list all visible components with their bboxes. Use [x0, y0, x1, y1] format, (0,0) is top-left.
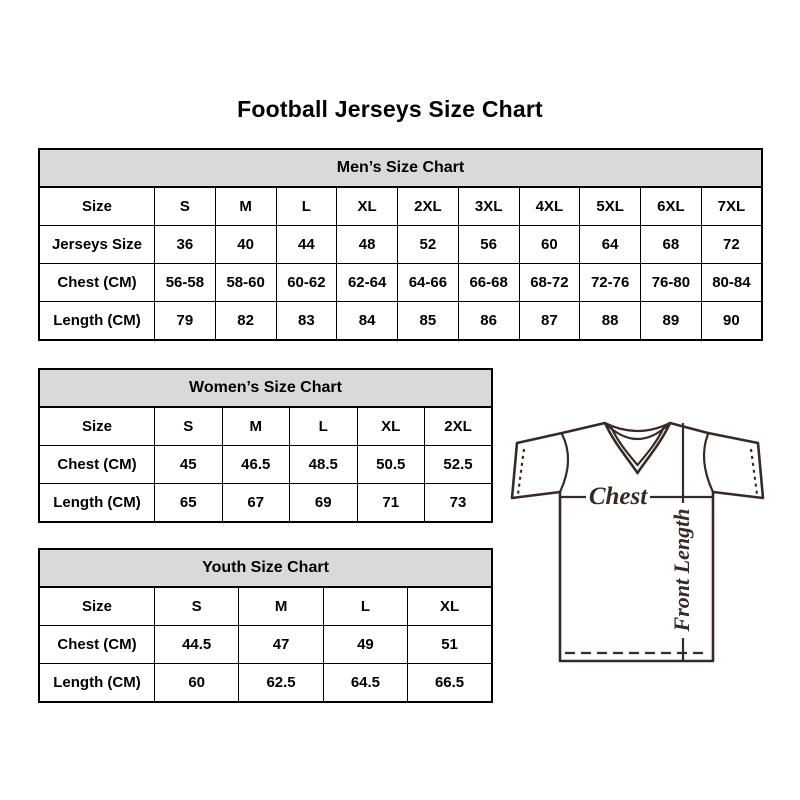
page-title: Football Jerseys Size Chart — [237, 96, 543, 122]
value-cell: S — [155, 407, 223, 446]
row-label-cell: Length (CM) — [39, 664, 155, 703]
value-cell: 48.5 — [290, 446, 358, 484]
mens-table-title: Men’s Size Chart — [38, 148, 763, 188]
row-label-cell: Length (CM) — [39, 302, 155, 341]
value-cell: XL — [337, 187, 398, 226]
value-cell: 46.5 — [222, 446, 290, 484]
value-cell: 67 — [222, 484, 290, 523]
value-cell: 64 — [580, 226, 641, 264]
value-cell: 2XL — [398, 187, 459, 226]
mens-table — [38, 186, 763, 341]
left-sleeve-seam-line — [560, 434, 568, 492]
table-row — [39, 226, 762, 264]
value-cell: 45 — [155, 446, 223, 484]
value-cell: M — [215, 187, 276, 226]
value-cell: 66-68 — [458, 264, 519, 302]
value-cell: 40 — [215, 226, 276, 264]
value-cell: 58-60 — [215, 264, 276, 302]
table-row — [39, 626, 492, 664]
value-cell: 7XL — [701, 187, 762, 226]
value-cell: M — [222, 407, 290, 446]
value-cell: 52 — [398, 226, 459, 264]
value-cell: L — [323, 587, 407, 626]
value-cell: 36 — [155, 226, 216, 264]
row-label-cell: Jerseys Size — [39, 226, 155, 264]
right-sleeve-dashed-line — [751, 449, 757, 494]
value-cell: 72 — [701, 226, 762, 264]
value-cell: 50.5 — [357, 446, 425, 484]
row-label-cell: Size — [39, 587, 155, 626]
value-cell: 79 — [155, 302, 216, 341]
value-cell: 44 — [276, 226, 337, 264]
youth-table — [38, 586, 493, 703]
value-cell: 73 — [425, 484, 493, 523]
value-cell: 89 — [641, 302, 702, 341]
youth-size-chart — [38, 548, 493, 703]
value-cell: 60 — [519, 226, 580, 264]
table-row — [39, 484, 492, 523]
value-cell: 64-66 — [398, 264, 459, 302]
value-cell: 71 — [357, 484, 425, 523]
value-cell: 3XL — [458, 187, 519, 226]
value-cell: 4XL — [519, 187, 580, 226]
value-cell: 2XL — [425, 407, 493, 446]
table-row — [39, 187, 762, 226]
row-label-cell: Chest (CM) — [39, 264, 155, 302]
value-cell: 76-80 — [641, 264, 702, 302]
value-cell: S — [155, 587, 239, 626]
table-row — [39, 664, 492, 703]
table-row — [39, 302, 762, 341]
womens-table — [38, 406, 493, 523]
jersey-measurement-diagram — [500, 398, 778, 675]
value-cell: 69 — [290, 484, 358, 523]
value-cell: S — [155, 187, 216, 226]
value-cell: 84 — [337, 302, 398, 341]
value-cell: 49 — [323, 626, 407, 664]
value-cell: 48 — [337, 226, 398, 264]
collar-back-arc — [605, 423, 670, 431]
value-cell: 56-58 — [155, 264, 216, 302]
value-cell: 90 — [701, 302, 762, 341]
value-cell: 65 — [155, 484, 223, 523]
chest-label: Chest — [588, 483, 648, 510]
value-cell: L — [290, 407, 358, 446]
value-cell: 72-76 — [580, 264, 641, 302]
row-label-cell: Chest (CM) — [39, 626, 155, 664]
value-cell: 47 — [239, 626, 323, 664]
row-label-cell: Chest (CM) — [39, 446, 155, 484]
value-cell: 62-64 — [337, 264, 398, 302]
row-label-cell: Size — [39, 407, 155, 446]
table-row — [39, 446, 492, 484]
value-cell: 88 — [580, 302, 641, 341]
value-cell: 80-84 — [701, 264, 762, 302]
value-cell: 66.5 — [408, 664, 492, 703]
value-cell: 44.5 — [155, 626, 239, 664]
left-sleeve-dashed-line — [518, 449, 524, 494]
value-cell: 86 — [458, 302, 519, 341]
value-cell: 60-62 — [276, 264, 337, 302]
value-cell: 6XL — [641, 187, 702, 226]
table-row — [39, 264, 762, 302]
value-cell: 68 — [641, 226, 702, 264]
womens-size-chart — [38, 368, 493, 523]
front-length-label: Front Length — [669, 508, 694, 632]
value-cell: 83 — [276, 302, 337, 341]
youth-table-title: Youth Size Chart — [38, 548, 493, 588]
value-cell: L — [276, 187, 337, 226]
value-cell: M — [239, 587, 323, 626]
mens-size-chart — [38, 148, 763, 341]
womens-table-title: Women’s Size Chart — [38, 368, 493, 408]
row-label-cell: Size — [39, 187, 155, 226]
jersey-outline-shape — [512, 423, 763, 661]
value-cell: 51 — [408, 626, 492, 664]
value-cell: 64.5 — [323, 664, 407, 703]
value-cell: XL — [357, 407, 425, 446]
value-cell: 52.5 — [425, 446, 493, 484]
value-cell: 68-72 — [519, 264, 580, 302]
value-cell: 62.5 — [239, 664, 323, 703]
table-row — [39, 407, 492, 446]
value-cell: XL — [408, 587, 492, 626]
value-cell: 60 — [155, 664, 239, 703]
value-cell: 87 — [519, 302, 580, 341]
value-cell: 82 — [215, 302, 276, 341]
right-sleeve-seam-line — [704, 434, 713, 492]
value-cell: 85 — [398, 302, 459, 341]
value-cell: 5XL — [580, 187, 641, 226]
table-row — [39, 587, 492, 626]
row-label-cell: Length (CM) — [39, 484, 155, 523]
value-cell: 56 — [458, 226, 519, 264]
